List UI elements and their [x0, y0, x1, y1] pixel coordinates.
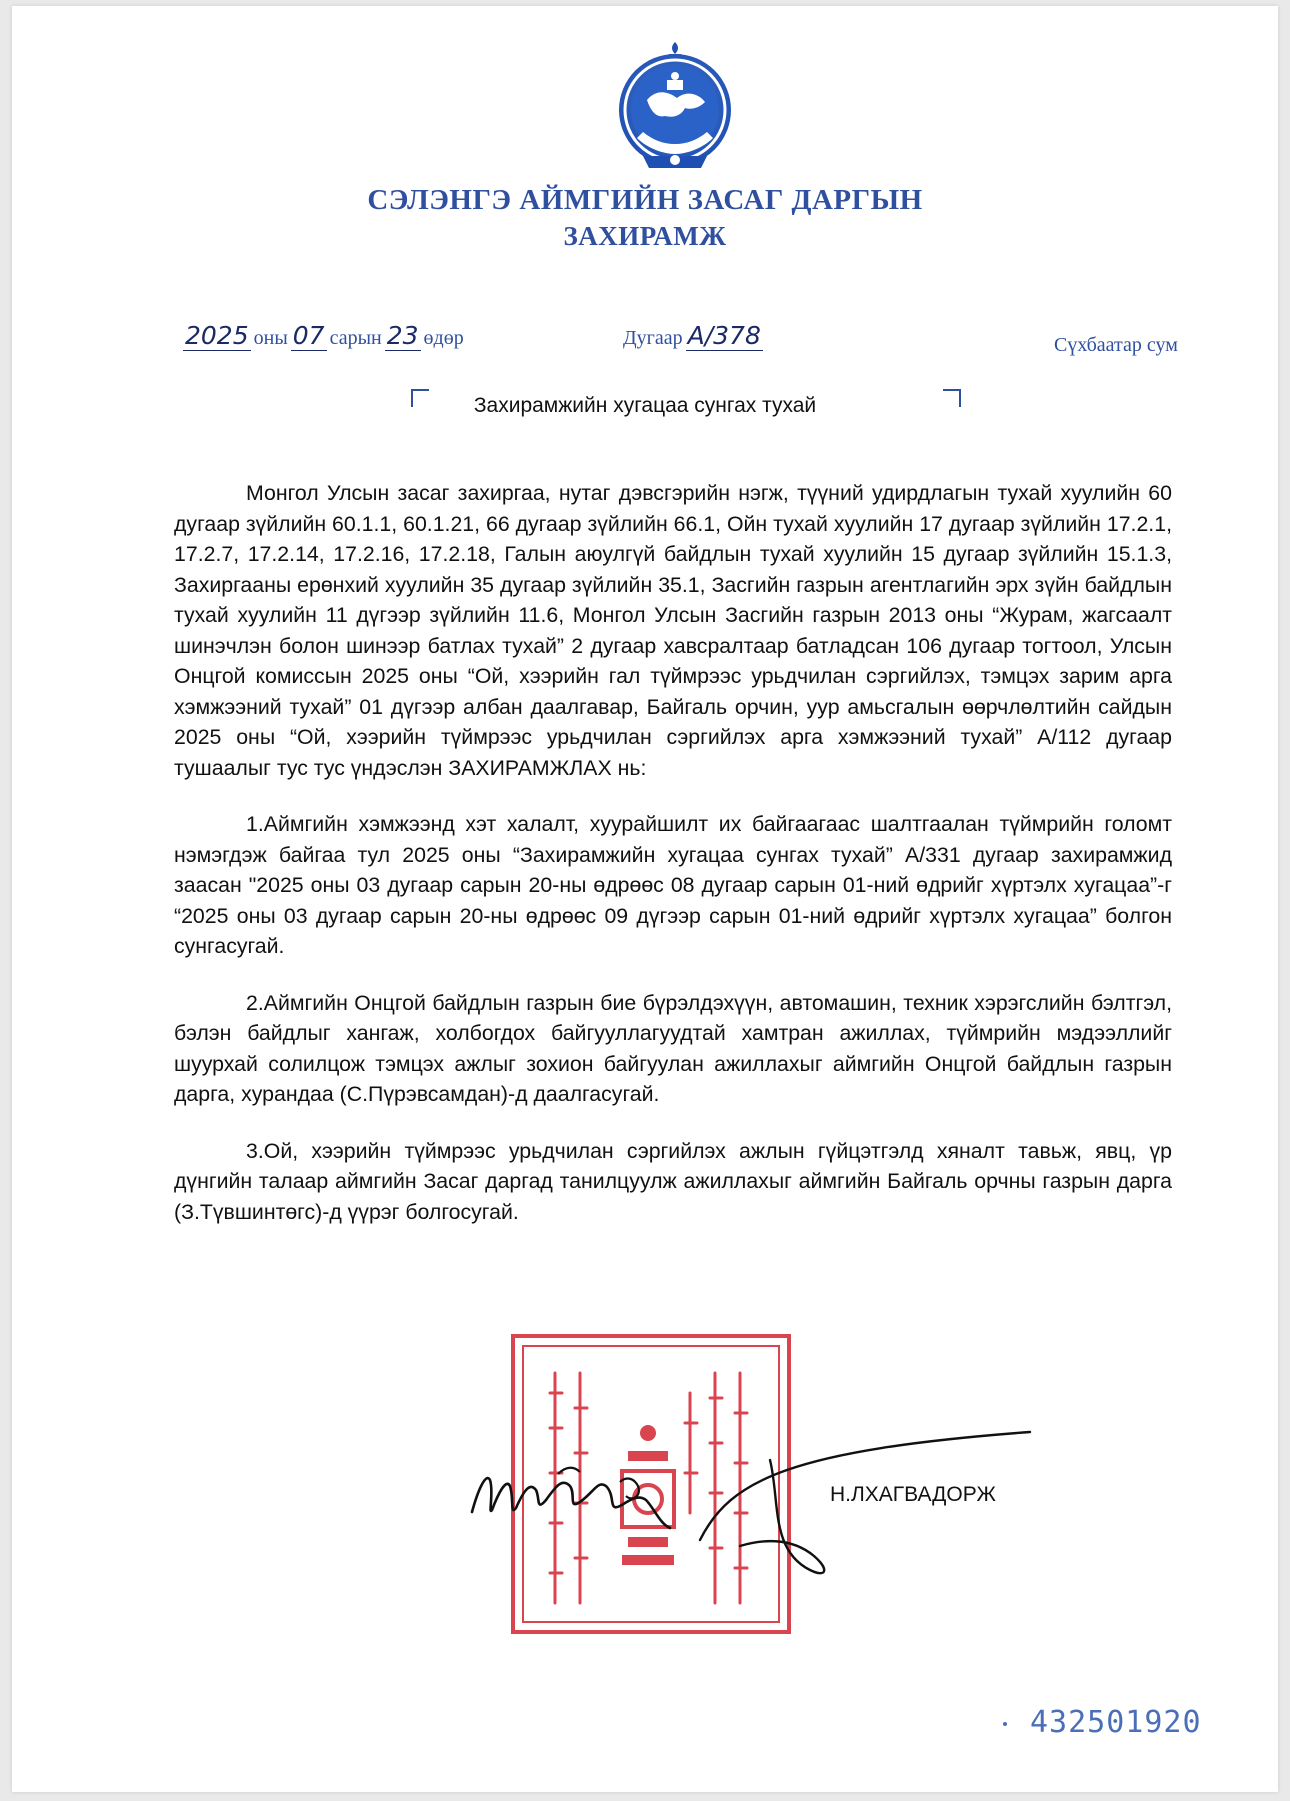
number-line: [620, 322, 763, 351]
order-item-2: 2.Аймгийн Онцгой байдлын газрын бие бүрэлдэхүүн, автомашин, техник хэрэгслийн бэлтгэл, бэлэн байдлыг хангаж, холбогдох байгууллагуудтай хамтран ажиллах, түймрийн мэдээллийг шуурхай солилцож тэмцэх ажлыг зохион байгуулан ажиллахыг аймгийн Онцгой байдлын газрын дарга, хурандаа (С.Пүрэвсамдан)-д даалгасугай.: [174, 990, 1172, 1106]
document-subject: Захирамжийн хугацаа сунгах тухай: [473, 394, 817, 417]
preamble-paragraph: Монгол Улсын засаг захиргаа, нутаг дэвсгэрийн нэгж, түүний удирдлагын тухай хуулийн 60 дугаар зүйлийн 60.1.1, 60.1.21, 66 дугаар зүйлийн 66.1, Ойн тухай хуулийн 17 дугаар зүйлийн 17.2.1, 17.2.7, 17.2.14, 17.2.16, 17.2.18, Галын аюулгүй байдлын тухай хуулийн 15 дугаар зүйлийн 15.1.3, Захиргааны ерөнхий хуулийн 35 дугаар зүйлийн 35.1, Засгийн газрын агентлагийн эрх зүйн байдлын тухай хуулийн 11 дүгээр зүйлийн 11.6, Монгол Улсын Засгийн газрын 2013 оны “Журам, жагсаалт шинэчлэн болон шинээр батлах тухай” 2 дугаар хавсралтаар батладсан 106 дугаар тогтоол, Улсын Онцгой комиссын 2025 оны “Ой, хээрийн гал түймрээс урьдчилан сэргийлэх, тэмцэх зарим арга хэмжээний тухай” 01 дүгээр албан даалгавар, Байгаль орчин, уур амьсгалын өөрчлөлтийн сайдын 2025 оны “Ой, хээрийн түймрээс урьдчилан сэргийлэх арга хэмжээний тухай” А/112 дугаар тушаалыг тус тус үндэслэн ЗАХИРАМЖЛАХ нь:: [174, 481, 1172, 780]
date-day: 23: [386, 321, 419, 350]
month-label: сарын: [329, 327, 382, 349]
issuing-place: Сүхбаатар сум: [1054, 334, 1178, 356]
registration-number: 432501920: [1030, 1705, 1202, 1740]
order-item-1: 1.Аймгийн хэмжээнд хэт халалт, хуурайшилт их байгаагаас шалтгаалан түймрийн голомт нэмэгдэж байгаа тул 2025 оны “Захирамжийн хугацаа сунгах тухай” А/331 дугаар захирамжид заасан "2025 оны 03 дугаар сарын 20-ны өдрөөс 08 дугаар сарын 01-ний өдрийг хүртэлх хугацаа”-г “2025 оны 03 дугаар сарын 20-ны өдрөөс 09 дүгээр сарын 01-ний өдрийг хүртэлх хугацаа” болгон сунгасугай.: [174, 812, 1172, 958]
document-body: [174, 478, 1172, 1253]
date-year: 2025: [185, 321, 249, 350]
date-month: 07: [292, 321, 325, 350]
day-label: өдөр: [423, 327, 464, 349]
registration-dot: [1003, 1722, 1007, 1726]
issuing-authority: СЭЛЭНГЭ АЙМГИЙН ЗАСАГ ДАРГЫН: [367, 184, 923, 216]
document-number: А/378: [687, 321, 761, 350]
signer-name: Н.ЛХАГВАДОРЖ: [830, 1483, 996, 1506]
handwritten-signature: [470, 1420, 1050, 1600]
state-emblem-icon: [607, 36, 743, 176]
document-type-title: ЗАХИРАМЖ: [563, 221, 727, 251]
order-item-3: 3.Ой, хээрийн түймрээс урьдчилан сэргийлэх ажлын гүйцэтгэлд хяналт тавьж, явц, үр дүнгийн талаар аймгийн Засаг даргад танилцуулж ажиллахыг аймгийн Байгаль орчны газрын дарга (З.Түвшинтөгс)-д үүрэг болгосугай.: [174, 1138, 1172, 1224]
number-label: Дугаар: [623, 327, 683, 349]
year-label: оны: [253, 327, 288, 349]
date-line: [183, 322, 467, 351]
